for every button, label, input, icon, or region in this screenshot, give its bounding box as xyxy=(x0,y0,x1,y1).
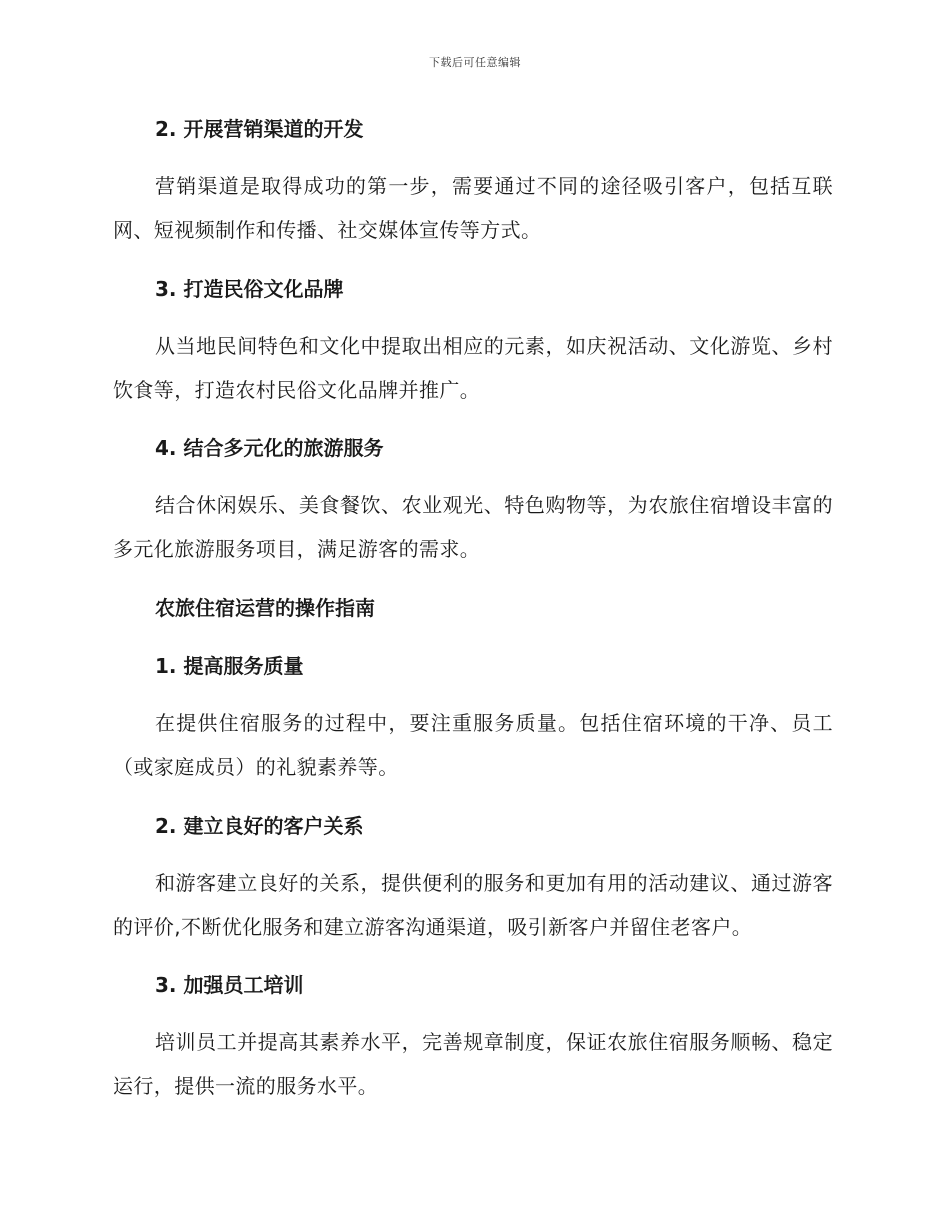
section-heading-marketing-channels: 2. 开展营销渠道的开发 xyxy=(155,117,364,141)
page-header-note: 下载后可任意编辑 xyxy=(429,56,521,69)
section-paragraph-marketing-channels: 营销渠道是取得成功的第一步，需要通过不同的途径吸引客户，包括互联网、短视频制作和传播、社交媒体宣传等方式。 xyxy=(113,174,833,242)
section-heading-staff-training: 3. 加强员工培训 xyxy=(155,973,304,997)
section-paragraph-folk-culture-brand: 从当地民间特色和文化中提取出相应的元素，如庆祝活动、文化游览、乡村饮食等，打造农村民俗文化品牌并推广。 xyxy=(113,334,833,402)
section-paragraph-customer-relations: 和游客建立良好的关系，提供便利的服务和更加有用的活动建议、通过游客的评价,不断优化服务和建立游客沟通渠道，吸引新客户并留住老客户。 xyxy=(113,871,833,939)
section-paragraph-service-quality: 在提供住宿服务的过程中，要注重服务质量。包括住宿环境的干净、员工（或家庭成员）的礼貌素养等。 xyxy=(113,711,833,779)
section-paragraph-diversified-services: 结合休闲娱乐、美食餐饮、农业观光、特色购物等，为农旅住宿增设丰富的多元化旅游服务项目，满足游客的需求。 xyxy=(113,493,833,561)
section-heading-service-quality: 1. 提高服务质量 xyxy=(155,654,304,678)
section-paragraph-staff-training: 培训员工并提高其素养水平，完善规章制度，保证农旅住宿服务顺畅、稳定运行，提供一流的服务水平。 xyxy=(113,1030,833,1098)
section-heading-folk-culture-brand: 3. 打造民俗文化品牌 xyxy=(155,277,344,301)
section-heading-diversified-services: 4. 结合多元化的旅游服务 xyxy=(155,436,384,460)
chapter-heading-operation-guide: 农旅住宿运营的操作指南 xyxy=(155,596,375,620)
section-heading-customer-relations: 2. 建立良好的客户关系 xyxy=(155,814,364,838)
